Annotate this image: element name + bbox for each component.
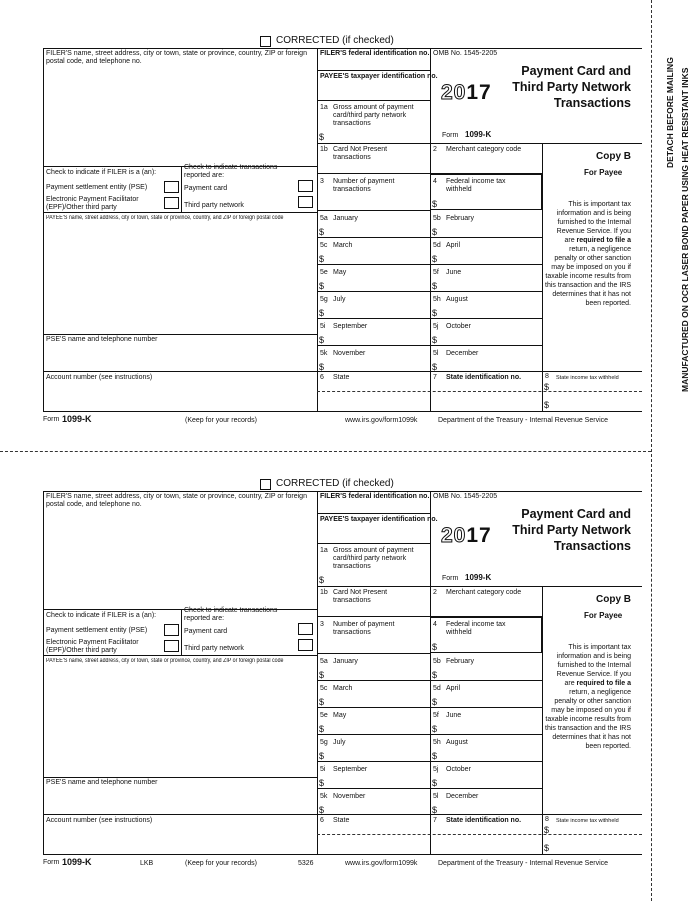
- box-1b-label: Card Not Present transactions: [333, 146, 388, 161]
- line-account: [43, 814, 642, 815]
- year-prefix: 20: [441, 81, 467, 104]
- month-box-label: May: [333, 269, 347, 276]
- line-filer-tin: [317, 513, 430, 514]
- form-label: Form: [442, 132, 459, 139]
- month-box-num: 5j: [433, 766, 439, 773]
- divider-checks: [181, 166, 182, 212]
- month-dollar: $: [432, 227, 438, 237]
- manufactured-notice: MANUFACTURED ON OCR LASER BOND PAPER USING HEAT RESISTANT INKS: [680, 67, 690, 392]
- month-box-num: 5c: [320, 685, 328, 692]
- footer-form-name: 1099-K: [62, 857, 92, 867]
- month-box-num: 5e: [320, 712, 328, 719]
- month-dollar: $: [432, 362, 438, 372]
- month-box-num: 5b: [433, 658, 441, 665]
- month-dollar: $: [319, 281, 325, 291]
- month-box-num: 5e: [320, 269, 328, 276]
- box-4-dollar: $: [432, 199, 438, 209]
- footer-lkb: LKB: [140, 860, 154, 867]
- check-trans-label: Check to indicate transactions reported are:: [184, 607, 278, 622]
- payee-tin-label: PAYEE'S taxpayer identification no.: [320, 516, 438, 523]
- line-month-row: [317, 264, 542, 265]
- box-8-dollar-2: $: [544, 843, 550, 853]
- month-box-num: 5f: [433, 269, 439, 276]
- month-dollar: $: [432, 281, 438, 291]
- line-month-row: [317, 680, 542, 681]
- month-dollar: $: [319, 254, 325, 264]
- payee-notice: [545, 643, 631, 751]
- epf-checkbox[interactable]: [164, 640, 179, 652]
- tax-year: [441, 82, 492, 104]
- month-box-label: March: [333, 685, 353, 692]
- month-box-num: 5c: [320, 242, 328, 249]
- month-dollar: $: [319, 697, 325, 707]
- month-dollar: $: [319, 308, 325, 318]
- box-3-num: 3: [320, 178, 324, 185]
- month-box-num: 5g: [320, 296, 328, 303]
- box-8-dollar-2: $: [544, 400, 550, 410]
- box-4-label: Federal income tax withheld: [446, 621, 506, 636]
- footer-form-name: 1099-K: [62, 414, 92, 424]
- pse-label: Payment settlement entity (PSE): [46, 627, 148, 634]
- month-box-num: 5k: [320, 350, 328, 357]
- month-box-label: October: [446, 323, 471, 330]
- box-3-num: 3: [320, 621, 324, 628]
- box-4-num: 4: [433, 621, 437, 628]
- notice-part-2: return, a negligence penalty or other sanction may be imposed on you if taxable income results from this transaction and the IRS determines that it has not been reported.: [545, 246, 631, 307]
- box-4-label: Federal income tax withheld: [446, 178, 506, 193]
- box-8-divider: [542, 814, 543, 854]
- month-dollar: $: [432, 308, 438, 318]
- month-dollar: $: [432, 335, 438, 345]
- month-dollar: $: [319, 227, 325, 237]
- month-box-label: September: [333, 766, 368, 773]
- box-6-num: 6: [320, 374, 324, 381]
- divider-b: [430, 48, 431, 411]
- notice-part-1: This is important tax information and is being furnished to the Internal Revenue Service. If you are: [556, 644, 631, 687]
- pse-name-label: PSE'S name and telephone number: [46, 779, 158, 786]
- month-box-label: March: [333, 242, 353, 249]
- box-7-label: State identification no.: [446, 374, 522, 381]
- month-dollar: $: [432, 751, 438, 761]
- line-payee: [43, 655, 317, 656]
- month-dollar: $: [432, 805, 438, 815]
- frame-bottom: [43, 411, 642, 412]
- month-box-num: 5j: [433, 323, 439, 330]
- filer-name-label: FILER'S name, street address, city or town, state or province, country, ZIP or foreign postal code, and telephone no.: [46, 50, 307, 65]
- box-3-label: Number of payment transactions: [333, 178, 395, 193]
- box-2-label: Merchant category code: [446, 146, 522, 153]
- month-box-label: August: [446, 296, 468, 303]
- box-8-num: 8: [545, 373, 549, 380]
- notice-part-2: return, a negligence penalty or other sanction may be imposed on you if taxable income results from this transaction and the IRS determines that it has not been reported.: [545, 689, 631, 750]
- month-box-label: January: [333, 658, 358, 665]
- box-8-label: State income tax withheld: [556, 818, 619, 824]
- box-8-num: 8: [545, 816, 549, 823]
- month-box-label: April: [446, 242, 461, 249]
- third-party-label: Third party network: [184, 645, 244, 652]
- month-box-num: 5i: [320, 766, 326, 773]
- month-dollar: $: [432, 724, 438, 734]
- box-2-num: 2: [433, 589, 437, 596]
- line-filer-tin: [317, 70, 430, 71]
- month-box-label: August: [446, 739, 468, 746]
- month-box-label: June: [446, 269, 462, 276]
- perforation-vertical: [651, 0, 652, 901]
- month-box-label: February: [446, 215, 475, 222]
- box-6-num: 6: [320, 817, 324, 824]
- month-box-label: September: [333, 323, 368, 330]
- month-box-num: 5f: [433, 712, 439, 719]
- third-party-checkbox[interactable]: [298, 639, 313, 651]
- line-pse: [43, 777, 317, 778]
- divider-a: [317, 48, 318, 411]
- month-dollar: $: [319, 362, 325, 372]
- month-box-num: 5g: [320, 739, 328, 746]
- month-dollar: $: [319, 724, 325, 734]
- perforation-horizontal: [0, 451, 651, 452]
- box-4-num: 4: [433, 178, 437, 185]
- line-month-row: [317, 734, 542, 735]
- omb-number: OMB No. 1545-2205: [433, 50, 498, 57]
- omb-number: OMB No. 1545-2205: [433, 493, 498, 500]
- year-suffix: 17: [466, 524, 492, 547]
- month-box-num: 5a: [320, 658, 328, 665]
- box-1b-label: Card Not Present transactions: [333, 589, 388, 604]
- payee-notice: [545, 200, 631, 308]
- month-box-num: 5k: [320, 793, 328, 800]
- month-dollar: $: [319, 805, 325, 815]
- line-1a: [317, 586, 642, 587]
- month-box-num: 5i: [320, 323, 326, 330]
- epf-label: Electronic Payment Facilitator (EPF)/Other third party: [46, 196, 139, 211]
- corrected-label: CORRECTED (if checked): [276, 478, 394, 489]
- line-1a: [317, 143, 642, 144]
- line-payee: [43, 212, 317, 213]
- box-4-dollar: $: [432, 642, 438, 652]
- box-1a-dollar: $: [319, 575, 325, 585]
- line-month-row: [317, 761, 542, 762]
- year-prefix: 20: [441, 524, 467, 547]
- notice-bold: required to file a: [576, 237, 631, 244]
- box-8-label: State income tax withheld: [556, 375, 619, 381]
- for-payee: For Payee: [584, 168, 623, 177]
- footer-dept: Department of the Treasury - Internal Revenue Service: [438, 860, 609, 867]
- month-box-label: October: [446, 766, 471, 773]
- line-month-row: [317, 707, 542, 708]
- frame-top: [43, 491, 642, 492]
- month-dollar: $: [432, 670, 438, 680]
- copy-label: Copy B: [596, 594, 631, 605]
- month-dollar: $: [432, 697, 438, 707]
- box-3-label: Number of payment transactions: [333, 621, 395, 636]
- account-label: Account number (see instructions): [46, 817, 153, 824]
- payee-name-label: PAYEE'S name, street address, city or town, state or province, country, and ZIP or foreign postal code: [46, 658, 284, 664]
- detach-notice: DETACH BEFORE MAILING: [665, 57, 675, 168]
- month-dollar: $: [319, 670, 325, 680]
- payment-card-label: Payment card: [184, 185, 228, 192]
- line-3: [317, 210, 430, 211]
- box-1a-num: 1a: [320, 547, 328, 554]
- footer-form-label: Form: [43, 416, 60, 423]
- box-1a-num: 1a: [320, 104, 328, 111]
- form-name: 1099-K: [465, 573, 492, 582]
- state-divider: [317, 391, 642, 392]
- month-dollar: $: [432, 778, 438, 788]
- pse-checkbox[interactable]: [164, 181, 179, 193]
- check-filer-label: Check to indicate if FILER is a (an):: [46, 169, 157, 176]
- pse-label: Payment settlement entity (PSE): [46, 184, 148, 191]
- account-label: Account number (see instructions): [46, 374, 153, 381]
- footer-url: www.irs.gov/form1099k: [345, 417, 418, 424]
- box-1a-label: Gross amount of payment card/third party network transactions: [333, 547, 414, 570]
- month-box-num: 5l: [433, 350, 439, 357]
- corrected-label: CORRECTED (if checked): [276, 35, 394, 46]
- line-payee-tin: [317, 543, 430, 544]
- payment-card-label: Payment card: [184, 628, 228, 635]
- frame-bottom: [43, 854, 642, 855]
- third-party-checkbox[interactable]: [298, 196, 313, 208]
- line-pse: [43, 334, 317, 335]
- footer-dept: Department of the Treasury - Internal Revenue Service: [438, 417, 609, 424]
- month-box-label: July: [333, 296, 346, 303]
- filer-name-label: FILER'S name, street address, city or town, state or province, country, ZIP or foreign postal code, and telephone no.: [46, 493, 307, 508]
- month-box-label: April: [446, 685, 461, 692]
- line-month-row: [317, 788, 542, 789]
- payee-name-label: PAYEE'S name, street address, city or town, state or province, country, and ZIP or foreign postal code: [46, 215, 284, 221]
- box-2-num: 2: [433, 146, 437, 153]
- month-box-num: 5h: [433, 296, 441, 303]
- divider-a: [317, 491, 318, 854]
- for-payee: For Payee: [584, 611, 623, 620]
- month-box-label: May: [333, 712, 347, 719]
- line-payee-tin: [317, 100, 430, 101]
- pse-name-label: PSE'S name and telephone number: [46, 336, 158, 343]
- box-1a-label: Gross amount of payment card/third party network transactions: [333, 104, 414, 127]
- frame-left: [43, 491, 44, 854]
- filer-tin-label: FILER'S federal identification no.: [320, 493, 430, 500]
- payee-tin-label: PAYEE'S taxpayer identification no.: [320, 73, 438, 80]
- footer-keep: (Keep for your records): [185, 860, 257, 867]
- month-box-label: July: [333, 739, 346, 746]
- line-account: [43, 371, 642, 372]
- line-month-row: [317, 345, 542, 346]
- month-box-num: 5d: [433, 685, 441, 692]
- notice-part-1: This is important tax information and is being furnished to the Internal Revenue Service. If you are: [556, 201, 631, 244]
- epf-checkbox[interactable]: [164, 197, 179, 209]
- footer-url: www.irs.gov/form1099k: [345, 860, 418, 867]
- copy-label: Copy B: [596, 151, 631, 162]
- month-dollar: $: [319, 751, 325, 761]
- box-6-label: State: [333, 817, 350, 824]
- form-title: Payment Card and Third Party Network Transactions: [512, 64, 631, 110]
- box-1b-num: 1b: [320, 589, 328, 596]
- box-8-dollar-1: $: [544, 825, 550, 835]
- third-party-label: Third party network: [184, 202, 244, 209]
- month-box-label: December: [446, 793, 479, 800]
- check-trans-label: Check to indicate transactions reported are:: [184, 164, 278, 179]
- line-month-row: [317, 237, 542, 238]
- form-label: Form: [442, 575, 459, 582]
- month-box-num: 5a: [320, 215, 328, 222]
- month-box-label: June: [446, 712, 462, 719]
- box-7-num: 7: [433, 817, 437, 824]
- month-box-label: January: [333, 215, 358, 222]
- box-7-num: 7: [433, 374, 437, 381]
- box-1b-num: 1b: [320, 146, 328, 153]
- month-box-label: February: [446, 658, 475, 665]
- box-7-label: State identification no.: [446, 817, 522, 824]
- box-6-label: State: [333, 374, 350, 381]
- state-divider: [317, 834, 642, 835]
- month-box-label: November: [333, 793, 366, 800]
- divider-b: [430, 491, 431, 854]
- line-3: [317, 653, 430, 654]
- divider-checks: [181, 609, 182, 655]
- epf-label: Electronic Payment Facilitator (EPF)/Other third party: [46, 639, 139, 654]
- payment-card-checkbox[interactable]: [298, 623, 313, 635]
- check-filer-label: Check to indicate if FILER is a (an):: [46, 612, 157, 619]
- box-2-label: Merchant category code: [446, 589, 522, 596]
- notice-bold: required to file a: [576, 680, 631, 687]
- footer-keep: (Keep for your records): [185, 417, 257, 424]
- month-dollar: $: [319, 778, 325, 788]
- tax-year: [441, 525, 492, 547]
- month-box-num: 5d: [433, 242, 441, 249]
- footer-code: 5326: [298, 860, 314, 867]
- month-dollar: $: [319, 335, 325, 345]
- month-box-label: November: [333, 350, 366, 357]
- month-box-label: December: [446, 350, 479, 357]
- box-8-dollar-1: $: [544, 382, 550, 392]
- corrected-checkbox[interactable]: [260, 36, 271, 47]
- pse-checkbox[interactable]: [164, 624, 179, 636]
- month-box-num: 5l: [433, 793, 439, 800]
- month-box-num: 5b: [433, 215, 441, 222]
- line-month-row: [317, 291, 542, 292]
- year-suffix: 17: [466, 81, 492, 104]
- box-8-divider: [542, 371, 543, 411]
- frame-top: [43, 48, 642, 49]
- payment-card-checkbox[interactable]: [298, 180, 313, 192]
- frame-left: [43, 48, 44, 411]
- line-month-row: [317, 318, 542, 319]
- month-dollar: $: [432, 254, 438, 264]
- form-name: 1099-K: [465, 130, 492, 139]
- month-box-num: 5h: [433, 739, 441, 746]
- form-title: Payment Card and Third Party Network Transactions: [512, 507, 631, 553]
- box-1a-dollar: $: [319, 132, 325, 142]
- footer-form-label: Form: [43, 859, 60, 866]
- corrected-checkbox[interactable]: [260, 479, 271, 490]
- filer-tin-label: FILER'S federal identification no.: [320, 50, 430, 57]
